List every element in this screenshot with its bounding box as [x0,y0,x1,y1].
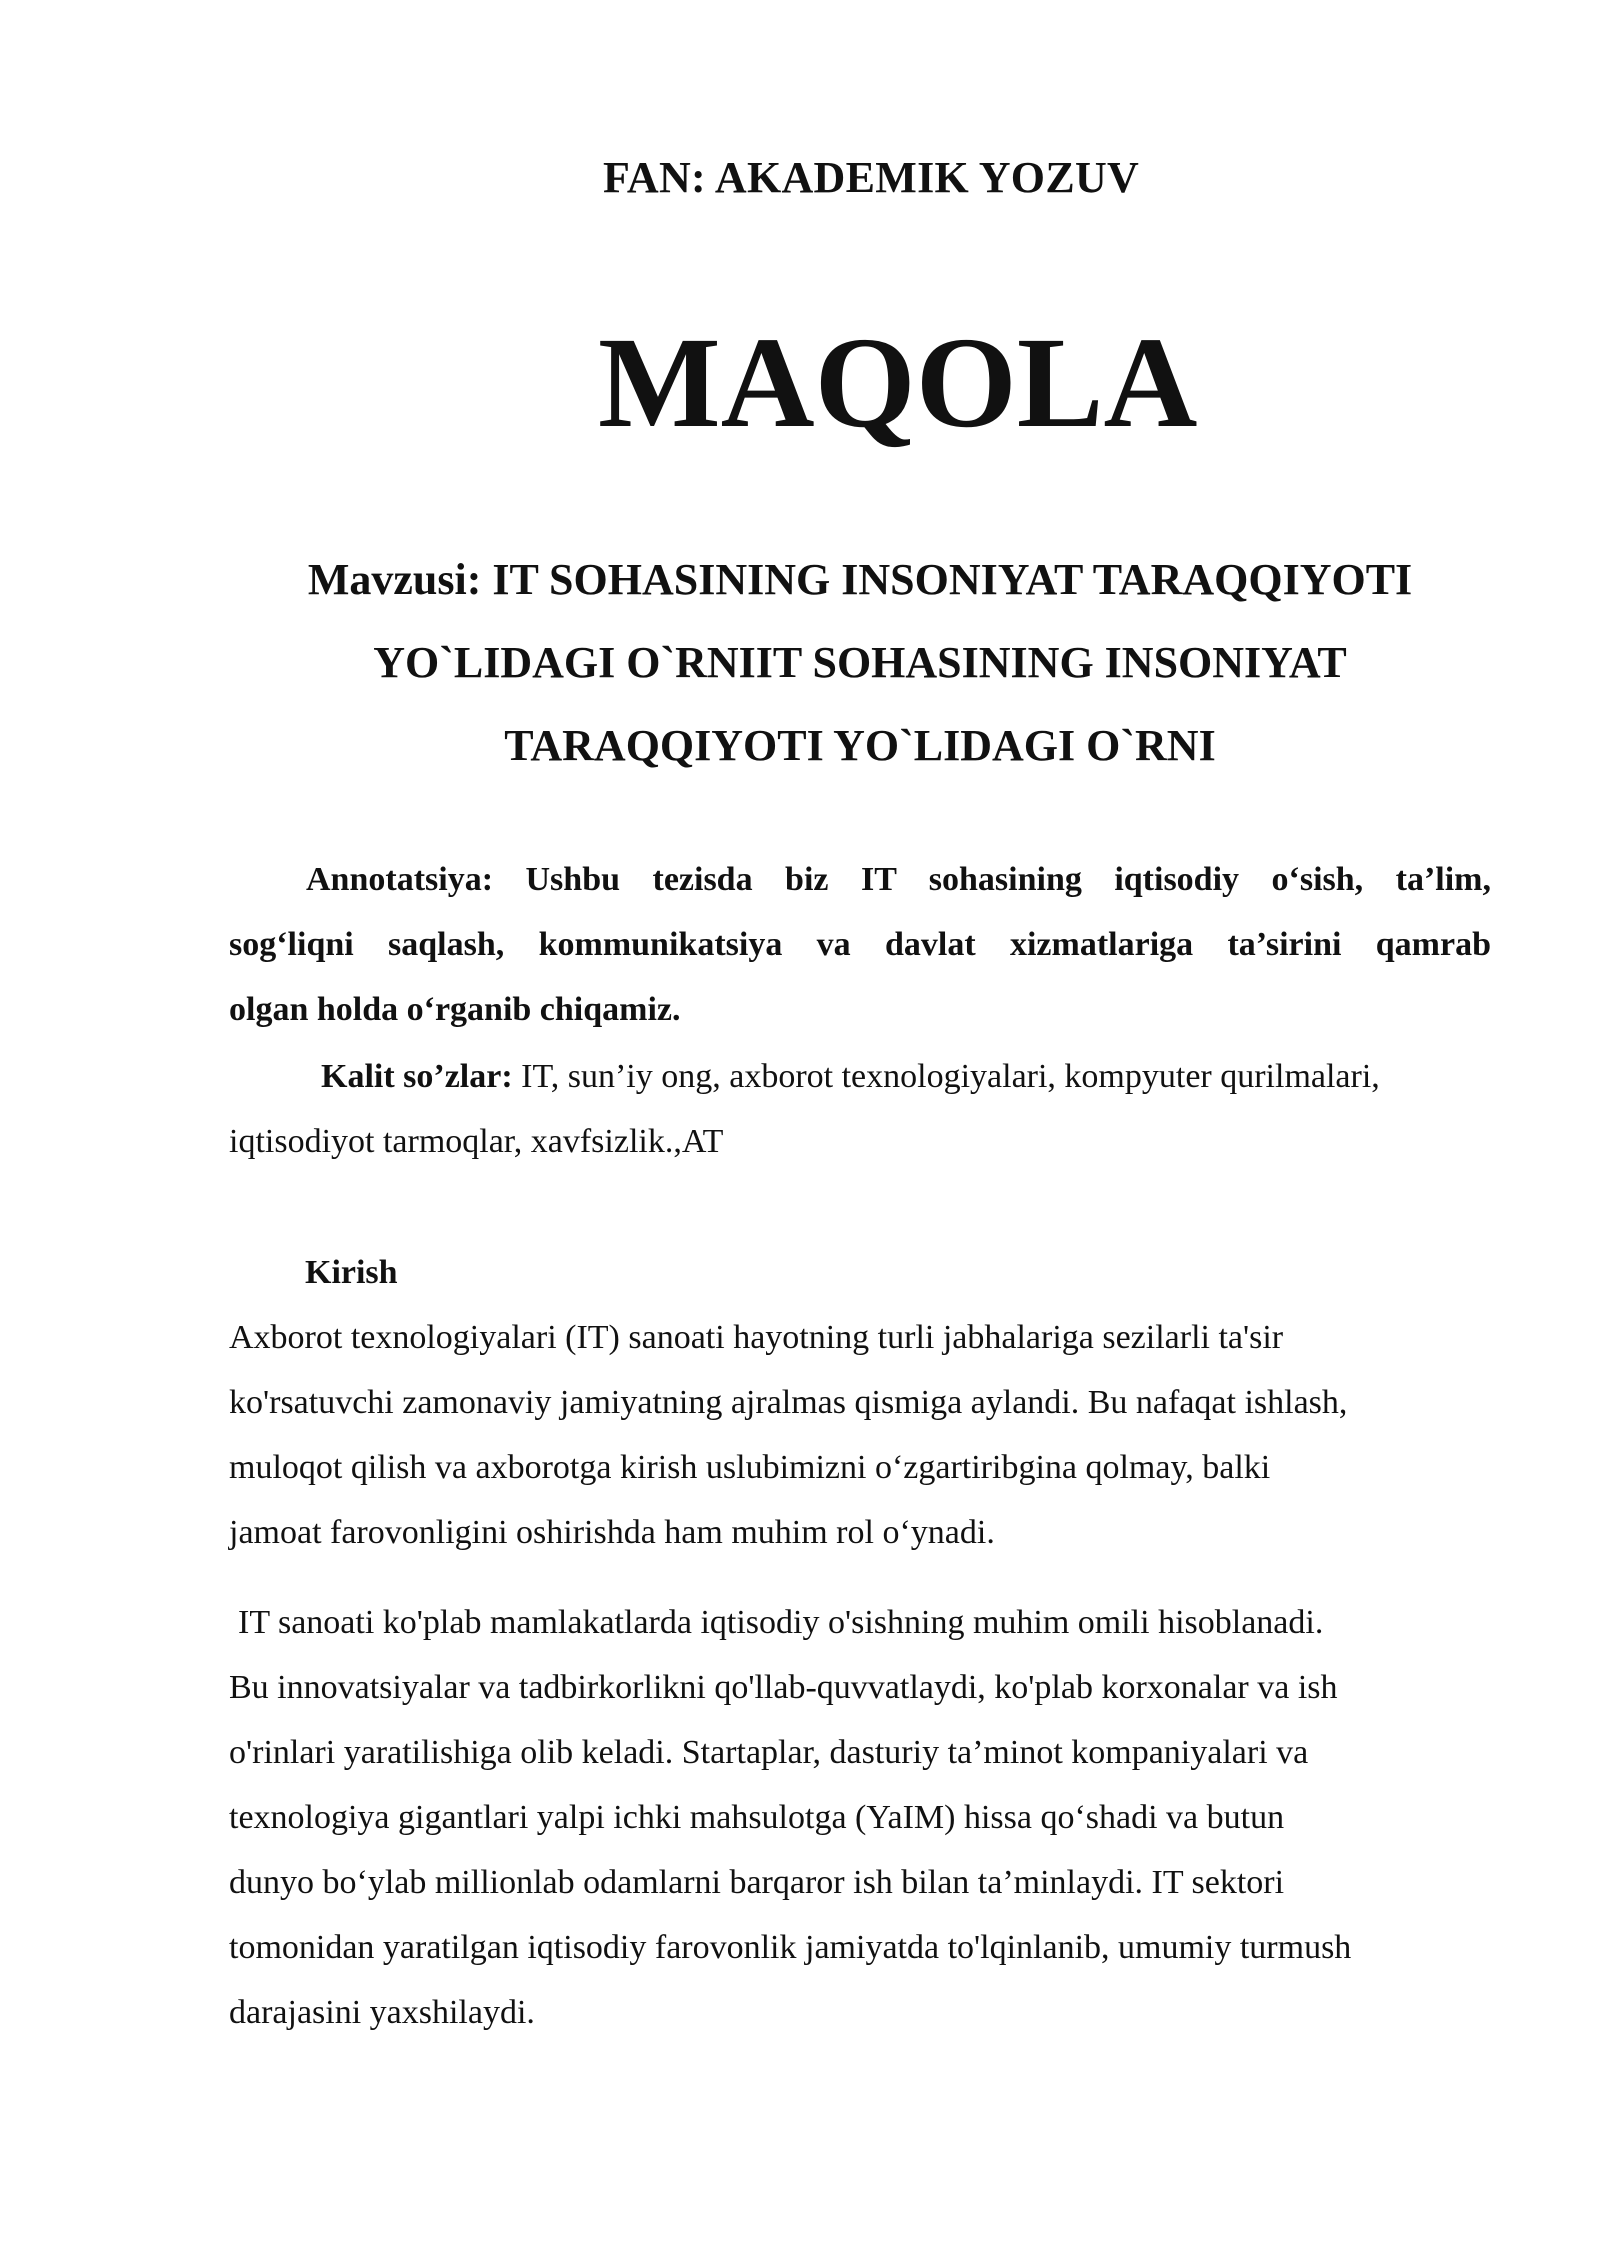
subject-line: FAN: AKADEMIK YOZUV [603,153,1140,202]
annotation-line: Annotatsiya: Ushbu tezisda biz IT sohasining iqtisodiy o‘sish, ta’lim, [306,861,1491,898]
topic-heading [230,538,1490,787]
keywords-label: Kalit so’zlar: [321,1058,513,1095]
paragraph-line: dunyo bo‘ylab millionlab odamlarni barqaror ish bilan ta’minlaydi. IT sektori [229,1864,1285,1901]
paragraph-line: tomonidan yaratilgan iqtisodiy farovonlik jamiyatda to'lqinlanib, umumiy turmush [229,1929,1352,1966]
paragraph-line: texnologiya gigantlari yalpi ichki mahsulotga (YaIM) hissa qo‘shadi va butun [229,1799,1285,1836]
topic-line: YO`LIDAGI O`RNIIT SOHASINING INSONIYAT [373,638,1347,687]
paragraph-line: darajasini yaxshilaydi. [229,1994,535,2031]
topic-line: TARAQQIYOTI YO`LIDAGI O`RNI [504,721,1216,770]
paragraph-1 [229,1305,1491,1565]
paragraph-line: muloqot qilish va axborotga kirish uslubimizni o‘zgartiribgina qolmay, balki [229,1449,1271,1486]
keywords [229,1044,1491,1174]
paragraph-line: Axborot texnologiyalari (IT) sanoati hayotning turli jabhalariga sezilarli ta'sir [229,1319,1284,1356]
paragraph-line: o'rinlari yaratilishiga olib keladi. Startaplar, dasturiy ta’minot kompaniyalari va [229,1734,1309,1771]
keywords-text: IT, sun’iy ong, axborot texnologiyalari, kompyuter qurilmalari, [512,1058,1380,1095]
annotation-line: sog‘liqni saqlash, kommunikatsiya va davlat xizmatlariga ta’sirini qamrab [229,926,1491,963]
paragraph-line: IT sanoati ko'plab mamlakatlarda iqtisodiy o'sishning muhim omili hisoblanadi. [238,1604,1324,1641]
paragraph-line: jamoat farovonligini oshirishda ham muhim rol o‘ynadi. [229,1514,995,1551]
main-title: MAQOLA [598,311,1198,455]
keywords-line: iqtisodiyot tarmoqlar, xavfsizlik.,AT [229,1123,724,1160]
topic-line: Mavzusi: IT SOHASINING INSONIYAT TARAQQIYOTI [307,555,1413,604]
annotation-line: olgan holda o‘rganib chiqamiz. [229,991,681,1028]
paragraph-2 [229,1590,1491,2045]
keywords-line [229,1044,1491,1109]
paragraph-line: Bu innovatsiyalar va tadbirkorlikni qo'llab-quvvatlaydi, ko'plab korxonalar va ish [229,1669,1338,1706]
paragraph-line: ko'rsatuvchi zamonaviy jamiyatning ajralmas qismiga aylandi. Bu nafaqat ishlash, [229,1384,1348,1421]
intro-heading: Kirish [305,1254,398,1291]
annotation [229,847,1491,1042]
